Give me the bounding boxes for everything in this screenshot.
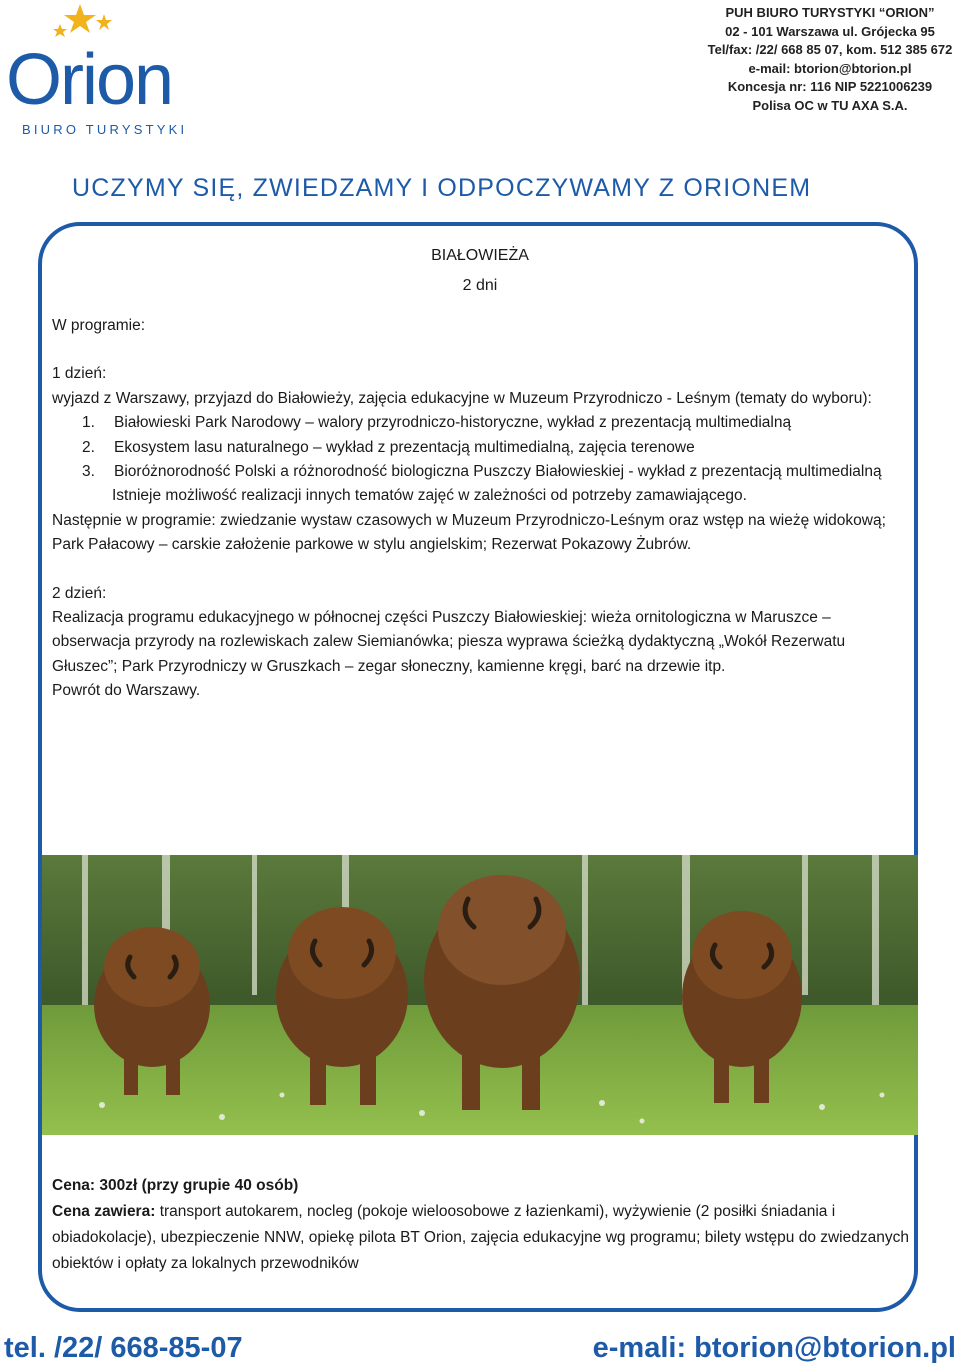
footer-phone: tel. /22/ 668-85-07 [4, 1332, 243, 1364]
star-icons [53, 4, 112, 37]
tour-name: BIAŁOWIEŻA [431, 247, 529, 264]
topics-list [52, 411, 912, 484]
star-icon [53, 24, 67, 37]
program-heading: W programie: [52, 317, 146, 334]
agency-address: 02 - 101 Warszawa ul. Grójecka 95 [725, 23, 935, 39]
list-item [52, 411, 912, 435]
logo-wordmark: Orion [6, 40, 173, 120]
day1-intro: wyjazd z Warszawy, przyjazd do Białowieży, zajęcia edukacyjne w Muzeum Przyrodniczo - Leśnym (tematy do wyboru): [52, 389, 872, 407]
star-icon [64, 4, 96, 33]
slogan-heading: UCZYMY SIĘ, ZWIEDZAMY I ODPOCZYWAMY Z ORIONEM [72, 174, 812, 202]
includes-label: Cena zawiera: [52, 1203, 156, 1220]
program-content [52, 314, 912, 704]
list-item [52, 436, 912, 460]
star-icon [96, 14, 112, 30]
footer [0, 1332, 960, 1370]
price-includes [52, 1199, 912, 1277]
day2-return: Powrót do Warszawy. [52, 682, 201, 700]
pricing-section [52, 1173, 912, 1277]
bison-photo [42, 855, 918, 1135]
topic-number: 3. [82, 463, 95, 481]
day2-text: Realizacja programu edukacyjnego w północnej części Puszczy Białowieskiej: wieża ornitologiczna w Maruszce – obserwacja przyrody na rozlewiskach zalew Siemianówka; piesza wyprawa ścieżką dydaktyczną „Wokół Rezerwatu Głuszec”; Park Przyrodniczy w Gruszkach – zegar słoneczny, kamienne kręgi, barć na drzewie itp. [52, 609, 846, 675]
agency-contact-block [690, 4, 960, 115]
topic-number: 2. [82, 438, 95, 456]
agency-license: Koncesja nr: 116 NIP 5221006239 [727, 79, 933, 94]
day1-label: 1 dzień: [52, 365, 107, 383]
orion-logo [4, 2, 194, 142]
agency-email: e-mail: btorion@btorion.pl [748, 60, 912, 76]
tour-duration: 2 dni [462, 277, 498, 294]
list-item [52, 460, 912, 484]
agency-insurance: Polisa OC w TU AXA S.A. [752, 97, 908, 113]
topic-text: Białowieski Park Narodowy – walory przyrodniczo-historyczne, wykład z prezentacją multimedialną [114, 414, 792, 432]
topics-note: Istnieje możliwość realizacji innych tematów zajęć w zależności od potrzeby zamawiającego. [112, 487, 747, 505]
price-text: Cena: 300zł (przy grupie 40 osób) [52, 1177, 299, 1194]
includes-text: transport autokarem, nocleg (pokoje wieloosobowe z łazienkami), wyżywienie (2 posiłki śniadania i obiadokolacje), ubezpieczenie NNW, opiekę pilota BT Orion, zajęcia edukacyjne wg programu; bilety wstępu do zwiedzanych obiektów i opłaty za lokalnych przewodników [52, 1203, 909, 1272]
topic-text: Ekosystem lasu naturalnego – wykład z prezentacją multimedialną, zajęcia terenowe [114, 438, 695, 456]
logo-graphic [4, 2, 194, 122]
logo-subtitle: BIURO TURYSTYKI [22, 122, 188, 137]
footer-email[interactable]: e-mali: btorion@btorion.pl [592, 1332, 956, 1364]
topic-number: 1. [82, 414, 95, 432]
day1-afternoon: Następnie w programie: zwiedzanie wystaw czasowych w Muzeum Przyrodniczo-Leśnym oraz wstęp na wieżę widokową; Park Pałacowy – carskie założenie parkowe w stylu angielskim; Rezerwat Pokazowy Żubrów. [52, 511, 886, 554]
day2-label: 2 dzień: [52, 584, 107, 602]
bison-illustration [42, 855, 918, 1135]
agency-phone: Tel/fax: /22/ 668 85 07, kom. 512 385 672 [707, 42, 953, 57]
agency-name: PUH BIURO TURYSTYKI “ORION” [725, 5, 935, 20]
tour-title [0, 241, 960, 301]
topic-text: Bioróżnorodność Polski a różnorodność biologiczna Puszczy Białowieskiej - wykład z prezentacją multimedialną [114, 463, 882, 481]
price-line [52, 1173, 912, 1199]
